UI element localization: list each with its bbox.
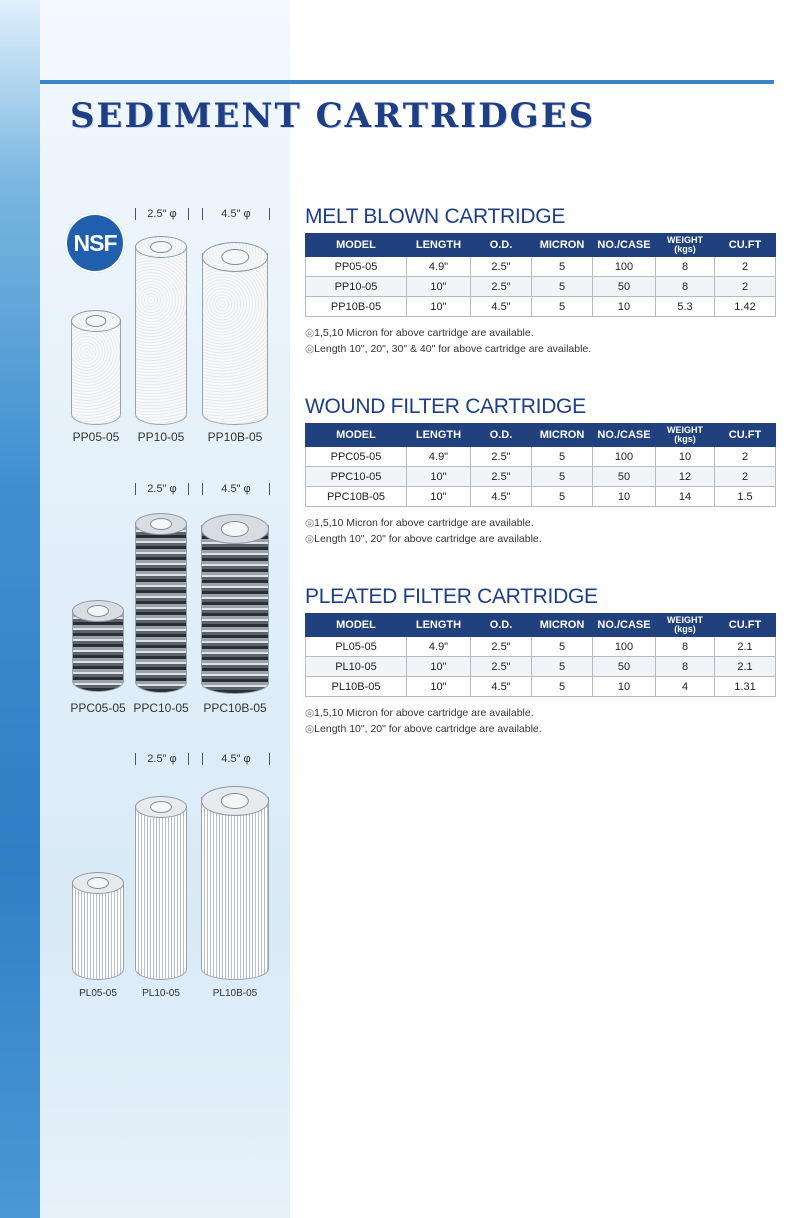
table-cell: 10 <box>593 487 656 507</box>
column-header: NO./CASE <box>593 614 656 637</box>
table-row <box>306 637 776 657</box>
column-header: MICRON <box>532 614 593 637</box>
table-row <box>306 677 776 697</box>
column-header: MICRON <box>532 424 593 447</box>
title-rule <box>40 80 774 84</box>
cartridge-image-ppc10b-05 <box>201 514 269 694</box>
table-cell: 2.5" <box>471 277 532 297</box>
table-row <box>306 467 776 487</box>
table-cell: PP10-05 <box>306 277 407 297</box>
notes <box>305 325 775 357</box>
note-item: ◎Length 10", 20" for above cartridge are available. <box>305 723 542 735</box>
cartridge-image-pp10-05 <box>135 236 187 425</box>
table-cell: PPC10B-05 <box>306 487 407 507</box>
table-cell: PL10B-05 <box>306 677 407 697</box>
table-cell: 2.1 <box>715 657 776 677</box>
table-cell: PP10B-05 <box>306 297 407 317</box>
column-header: MICRON <box>532 234 593 257</box>
table-cell: 1.31 <box>715 677 776 697</box>
column-header: CU.FT <box>715 424 776 447</box>
table-cell: 2.1 <box>715 637 776 657</box>
table-cell: 1.42 <box>715 297 776 317</box>
column-header: LENGTH <box>407 424 471 447</box>
column-header: WEIGHT (kgs) <box>656 614 715 637</box>
cartridge-image-pp05-05 <box>71 310 121 425</box>
table-cell: 5 <box>532 277 593 297</box>
table-cell: 5 <box>532 257 593 277</box>
table-cell: 2.5" <box>471 657 532 677</box>
column-header: LENGTH <box>407 614 471 637</box>
table-cell: 4 <box>656 677 715 697</box>
column-header: NO./CASE <box>593 234 656 257</box>
table-cell: 10" <box>407 657 471 677</box>
cartridge-label: PP10-05 <box>137 430 185 444</box>
cartridge-label: PP10B-05 <box>207 430 263 444</box>
table-cell: 2.5" <box>471 637 532 657</box>
table-cell: 2 <box>715 277 776 297</box>
table-cell: 4.5" <box>471 297 532 317</box>
table-cell: 2 <box>715 447 776 467</box>
table-row <box>306 447 776 467</box>
dimension-label-4-5: 4.5" φ <box>202 208 270 220</box>
column-header: MODEL <box>306 614 407 637</box>
table-cell: 100 <box>593 637 656 657</box>
cartridge-image-pl05-05 <box>72 872 124 980</box>
table-cell: 14 <box>656 487 715 507</box>
bullet-icon: ◎ <box>305 723 315 735</box>
cartridge-image-ppc10-05 <box>135 513 187 693</box>
column-header: MODEL <box>306 424 407 447</box>
note-item: ◎1,5,10 Micron for above cartridge are available. <box>305 707 534 719</box>
cartridge-label: PL10B-05 <box>212 988 258 999</box>
cartridge-label: PP05-05 <box>72 430 120 444</box>
table-cell: 5 <box>532 467 593 487</box>
column-header: O.D. <box>471 234 532 257</box>
spec-table <box>305 423 776 507</box>
column-header: LENGTH <box>407 234 471 257</box>
column-header: NO./CASE <box>593 424 656 447</box>
bullet-icon: ◎ <box>305 533 315 545</box>
table-cell: 10" <box>407 297 471 317</box>
table-row <box>306 257 776 277</box>
table-header-row <box>306 614 776 637</box>
bullet-icon: ◎ <box>305 343 315 355</box>
table-row <box>306 657 776 677</box>
table-cell: 50 <box>593 657 656 677</box>
table-cell: 2.5" <box>471 447 532 467</box>
decorative-water-band <box>0 0 40 1218</box>
table-row <box>306 277 776 297</box>
table-cell: 5.3 <box>656 297 715 317</box>
table-cell: 5 <box>532 637 593 657</box>
table-cell: 4.5" <box>471 487 532 507</box>
note-item: ◎Length 10", 20", 30" & 40" for above cartridge are available. <box>305 343 592 355</box>
table-cell: 5 <box>532 447 593 467</box>
column-header: CU.FT <box>715 614 776 637</box>
table-cell: PL05-05 <box>306 637 407 657</box>
table-cell: 4.9" <box>407 637 471 657</box>
table-cell: 2 <box>715 467 776 487</box>
table-cell: 10 <box>593 297 656 317</box>
table-row <box>306 487 776 507</box>
table-cell: 12 <box>656 467 715 487</box>
table-cell: 10" <box>407 467 471 487</box>
dimension-label-2-5: 2.5" φ <box>135 483 189 495</box>
column-header: O.D. <box>471 614 532 637</box>
table-cell: 8 <box>656 277 715 297</box>
table-cell: 5 <box>532 657 593 677</box>
dimension-label-4-5: 4.5" φ <box>202 483 270 495</box>
table-header-row <box>306 424 776 447</box>
section-title: PLEATED FILTER CARTRIDGE <box>305 585 598 608</box>
table-header-row <box>306 234 776 257</box>
table-cell: 50 <box>593 277 656 297</box>
table-cell: 1.5 <box>715 487 776 507</box>
dimension-label-4-5: 4.5" φ <box>202 753 270 765</box>
table-cell: 2.5" <box>471 467 532 487</box>
table-cell: 8 <box>656 257 715 277</box>
dimension-label-2-5: 2.5" φ <box>135 753 189 765</box>
notes <box>305 705 775 737</box>
bullet-icon: ◎ <box>305 517 315 529</box>
spec-table <box>305 233 776 317</box>
column-header: MODEL <box>306 234 407 257</box>
table-cell: 100 <box>593 447 656 467</box>
cartridge-label: PPC05-05 <box>70 701 126 715</box>
table-cell: 8 <box>656 657 715 677</box>
table-cell: 4.5" <box>471 677 532 697</box>
section-title: MELT BLOWN CARTRIDGE <box>305 205 566 228</box>
section-wound-filter <box>305 395 775 547</box>
dimension-label-2-5: 2.5" φ <box>135 208 189 220</box>
page-title: SEDIMENT CARTRIDGES <box>70 96 596 136</box>
table-cell: 5 <box>532 487 593 507</box>
bullet-icon: ◎ <box>305 707 315 719</box>
table-cell: 8 <box>656 637 715 657</box>
cartridge-image-pl10b-05 <box>201 786 269 980</box>
table-row <box>306 297 776 317</box>
column-header: WEIGHT (kgs) <box>656 424 715 447</box>
cartridge-label: PL05-05 <box>79 988 117 999</box>
table-cell: 2 <box>715 257 776 277</box>
note-item: ◎1,5,10 Micron for above cartridge are available. <box>305 327 534 339</box>
table-cell: 100 <box>593 257 656 277</box>
table-cell: PPC05-05 <box>306 447 407 467</box>
table-cell: PPC10-05 <box>306 467 407 487</box>
notes <box>305 515 775 547</box>
cartridge-label: PPC10-05 <box>133 701 189 715</box>
table-cell: PP05-05 <box>306 257 407 277</box>
table-cell: 10 <box>593 677 656 697</box>
cartridge-label: PL10-05 <box>142 988 180 999</box>
note-item: ◎Length 10", 20" for above cartridge are available. <box>305 533 542 545</box>
cartridge-label: PPC10B-05 <box>203 701 267 715</box>
table-cell: 2.5" <box>471 257 532 277</box>
column-header: WEIGHT (kgs) <box>656 234 715 257</box>
cartridge-image-pl10-05 <box>135 796 187 980</box>
table-cell: 4.9" <box>407 447 471 467</box>
column-header: CU.FT <box>715 234 776 257</box>
note-item: ◎1,5,10 Micron for above cartridge are available. <box>305 517 534 529</box>
table-cell: 50 <box>593 467 656 487</box>
column-header: O.D. <box>471 424 532 447</box>
table-cell: 5 <box>532 677 593 697</box>
spec-table <box>305 613 776 697</box>
table-cell: 5 <box>532 297 593 317</box>
nsf-certification-badge: NSF <box>65 213 125 273</box>
table-cell: 10" <box>407 277 471 297</box>
cartridge-image-pp10b-05 <box>202 242 268 425</box>
table-cell: 4.9" <box>407 257 471 277</box>
table-cell: 10 <box>656 447 715 467</box>
section-title: WOUND FILTER CARTRIDGE <box>305 395 586 418</box>
section-pleated-filter <box>305 585 775 737</box>
cartridge-image-ppc05-05 <box>72 600 124 692</box>
table-cell: 10" <box>407 677 471 697</box>
section-melt-blown <box>305 205 775 357</box>
bullet-icon: ◎ <box>305 327 315 339</box>
table-cell: 10" <box>407 487 471 507</box>
table-cell: PL10-05 <box>306 657 407 677</box>
